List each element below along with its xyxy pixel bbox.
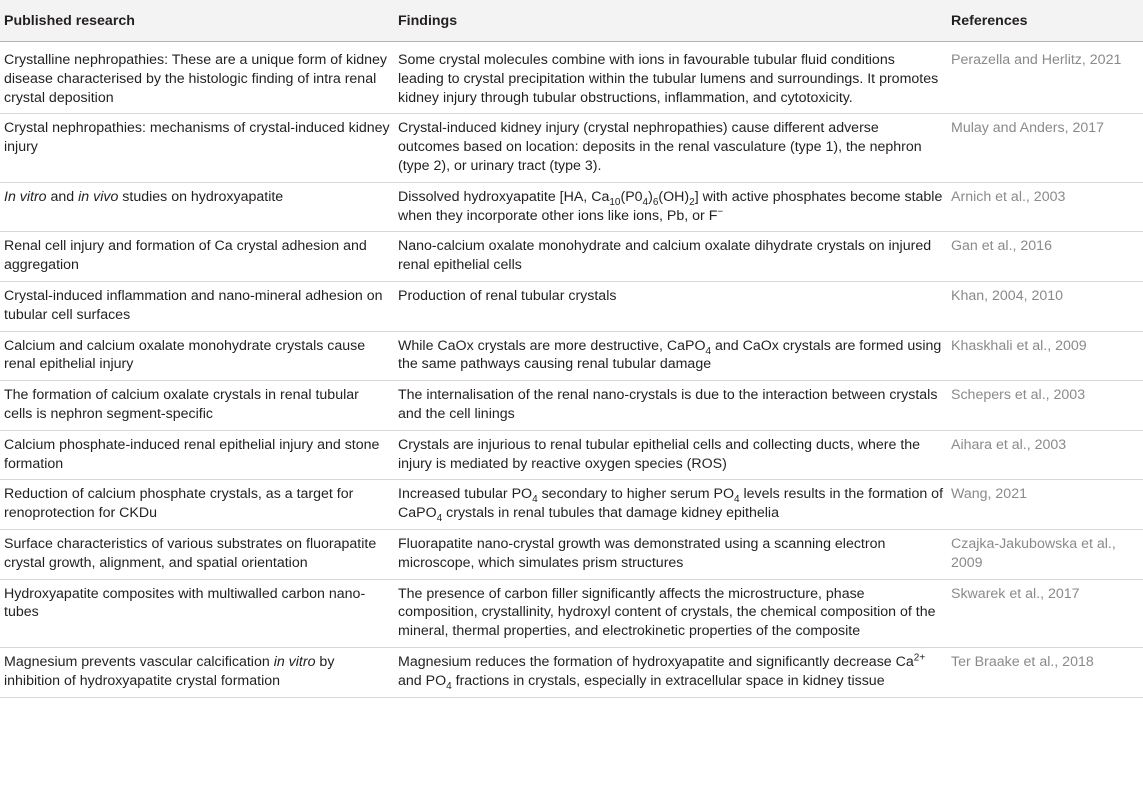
header-findings: Findings <box>394 0 947 42</box>
findings-cell: Fluorapatite nano-crystal growth was demonstrated using a scanning electron microscope, which simulates prism structures <box>394 529 947 579</box>
reference-cell: Mulay and Anders, 2017 <box>947 114 1143 182</box>
text-fragment: (OH) <box>658 188 690 205</box>
superscript: − <box>717 205 724 217</box>
italic-text: in vivo <box>78 188 119 205</box>
subscript: 4 <box>734 494 740 506</box>
subscript: 4 <box>436 512 443 524</box>
reference-cell: Gan et al., 2016 <box>947 232 1143 282</box>
reference-cell: Khaskhali et al., 2009 <box>947 331 1143 381</box>
text-fragment: Dissolved hydroxyapatite [HA, Ca <box>398 188 610 205</box>
header-references: References <box>947 0 1143 42</box>
subscript: 4 <box>446 680 452 692</box>
research-cell: Renal cell injury and formation of Ca crystal adhesion and aggregation <box>0 232 394 282</box>
research-cell <box>0 182 394 232</box>
text-fragment: studies on hydroxyapatite <box>118 188 284 205</box>
reference-cell: Skwarek et al., 2017 <box>947 579 1143 647</box>
reference-cell: Arnich et al., 2003 <box>947 182 1143 232</box>
findings-cell <box>394 647 947 697</box>
text-fragment: levels results in the formation of CaPO <box>398 486 944 522</box>
research-cell: Crystal-induced inflammation and nano-mineral adhesion on tubular cell surfaces <box>0 281 394 331</box>
text-fragment: Magnesium prevents vascular calcification <box>4 653 274 670</box>
table-row <box>0 647 1143 697</box>
reference-cell: Perazella and Herlitz, 2021 <box>947 42 1143 114</box>
findings-cell <box>394 182 947 232</box>
text-fragment: and CaOx crystals are formed using the same pathways causing renal tubular damage <box>398 337 942 373</box>
subscript: 4 <box>532 494 538 506</box>
findings-cell: Some crystal molecules combine with ions in favourable tubular fluid conditions leading to crystal precipitation within the tubular lumens and surroundings. It promotes kidney injury through tubular obstructions, inflammation, and cytotoxicity. <box>394 42 947 114</box>
table-row <box>0 281 1143 331</box>
research-cell: Crystal nephropathies: mechanisms of crystal-induced kidney injury <box>0 114 394 182</box>
table-row <box>0 331 1143 381</box>
reference-cell: Aihara et al., 2003 <box>947 430 1143 480</box>
table-row <box>0 42 1143 114</box>
findings-cell <box>394 331 947 381</box>
text-fragment: (P0 <box>620 188 643 205</box>
text-fragment: ] with active phosphates become stable when they incorporate other ions like ions, Pb, or F <box>398 188 943 224</box>
table-row <box>0 114 1143 182</box>
table-row <box>0 430 1143 480</box>
research-cell: The formation of calcium oxalate crystals in renal tubular cells is nephron segment-specific <box>0 381 394 431</box>
italic-text: In vitro <box>4 188 47 205</box>
findings-cell: Crystals are injurious to renal tubular epithelial cells and collecting ducts, where the injury is mediated by reactive oxygen species (ROS) <box>394 430 947 480</box>
text-fragment: secondary to higher serum PO <box>537 486 734 503</box>
text-fragment: Increased tubular PO <box>398 486 533 503</box>
subscript: 4 <box>705 345 712 357</box>
italic-text: in vitro <box>273 653 316 670</box>
table-row <box>0 579 1143 647</box>
research-cell: Calcium phosphate-induced renal epithelial injury and stone formation <box>0 430 394 480</box>
research-cell <box>0 647 394 697</box>
subscript: 6 <box>652 196 659 208</box>
findings-cell: The internalisation of the renal nano-crystals is due to the interaction between crystals and the cell linings <box>394 381 947 431</box>
research-cell: Surface characteristics of various substrates on fluorapatite crystal growth, alignment, and spatial orientation <box>0 529 394 579</box>
research-cell: Reduction of calcium phosphate crystals, as a target for renoprotection for CKDu <box>0 480 394 530</box>
findings-cell: Production of renal tubular crystals <box>394 281 947 331</box>
reference-cell: Schepers et al., 2003 <box>947 381 1143 431</box>
table-row <box>0 232 1143 282</box>
findings-cell: Nano-calcium oxalate monohydrate and calcium oxalate dihydrate crystals on injured renal epithelial cells <box>394 232 947 282</box>
research-cell: Calcium and calcium oxalate monohydrate crystals cause renal epithelial injury <box>0 331 394 381</box>
research-cell: Hydroxyapatite composites with multiwalled carbon nano-tubes <box>0 579 394 647</box>
superscript: 2+ <box>913 652 926 664</box>
text-fragment: While CaOx crystals are more destructive, CaPO <box>398 337 706 354</box>
reference-cell: Wang, 2021 <box>947 480 1143 530</box>
table-row <box>0 182 1143 232</box>
subscript: 2 <box>689 196 695 208</box>
table-row <box>0 480 1143 530</box>
text-fragment: by inhibition of hydroxyapatite crystal formation <box>4 653 335 689</box>
text-fragment: ) <box>648 188 653 205</box>
table-row <box>0 381 1143 431</box>
reference-cell: Czajka-Jakubowska et al., 2009 <box>947 529 1143 579</box>
table-row <box>0 529 1143 579</box>
reference-cell: Ter Braake et al., 2018 <box>947 647 1143 697</box>
subscript: 4 <box>642 196 649 208</box>
text-fragment: crystals in renal tubules that damage kidney epithelia <box>442 505 779 522</box>
findings-cell: The presence of carbon filler significantly affects the microstructure, phase composition, crystallinity, hydroxyl content of crystals, the chemical composition of the mineral, thermal properties, and electrokinetic properties of the composite <box>394 579 947 647</box>
text-fragment: and <box>46 188 79 205</box>
header-published-research: Published research <box>0 0 394 42</box>
subscript: 10 <box>609 196 621 208</box>
text-fragment: and PO <box>398 672 447 689</box>
findings-cell: Crystal-induced kidney injury (crystal nephropathies) cause different adverse outcomes based on location: deposits in the renal vasculature (type 1), the nephron (type 2), or urinary tract (type 3). <box>394 114 947 182</box>
header-row <box>0 0 1143 42</box>
reference-cell: Khan, 2004, 2010 <box>947 281 1143 331</box>
text-fragment: fractions in crystals, especially in extracellular space in kidney tissue <box>451 672 885 689</box>
research-cell: Crystalline nephropathies: These are a unique form of kidney disease characterised by the histologic finding of intra renal crystal deposition <box>0 42 394 114</box>
findings-cell <box>394 480 947 530</box>
text-fragment: Magnesium reduces the formation of hydroxyapatite and significantly decrease Ca <box>398 653 914 670</box>
